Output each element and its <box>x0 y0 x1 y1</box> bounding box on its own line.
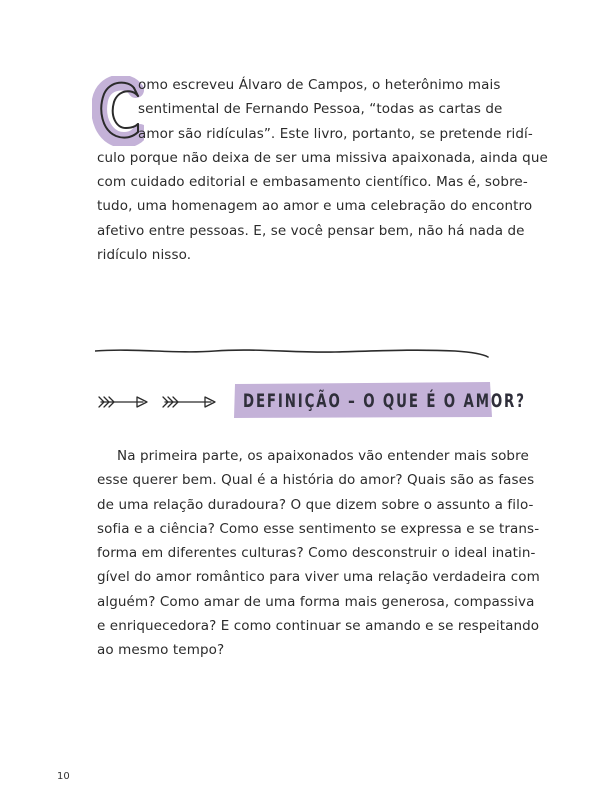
wavy-divider <box>95 345 490 359</box>
body-line: ao mesmo tempo? <box>97 642 225 659</box>
intro-line: tudo, uma homenagem ao amor e uma celebração do encontro <box>97 198 533 215</box>
body-line: alguém? Como amar de uma forma mais generosa, compassiva <box>97 593 535 610</box>
intro-line: ridículo nisso. <box>97 247 192 264</box>
intro-line: com cuidado editorial e embasamento científico. Mas é, sobre- <box>97 174 528 191</box>
section-heading: DEFINIÇÃO – O QUE É O AMOR? <box>243 390 526 412</box>
page-number: 10 <box>57 771 70 782</box>
intro-line: amor são ridículas”. Este livro, portanto, se pretende ridí- <box>138 125 533 142</box>
intro-line: omo escreveu Álvaro de Campos, o heterônimo mais <box>138 77 501 93</box>
body-line: Na primeira parte, os apaixonados vão entender mais sobre <box>117 448 529 464</box>
body-line: de uma relação duradoura? O que dizem sobre o assunto a filo- <box>97 496 534 513</box>
intro-paragraph <box>97 73 548 267</box>
intro-line: sentimental de Fernando Pessoa, “todas as cartas de <box>138 101 503 118</box>
intro-line: culo porque não deixa de ser uma missiva apaixonada, ainda que <box>97 149 548 166</box>
body-line: e enriquecedora? E como continuar se amando e se respeitando <box>97 618 540 635</box>
body-line: gível do amor romântico para viver uma relação verdadeira com <box>97 569 540 586</box>
arrows-icon <box>97 392 227 412</box>
body-paragraph <box>97 444 540 663</box>
body-line: sofia e a ciência? Como esse sentimento se expressa e se trans- <box>97 520 540 537</box>
body-line: esse querer bem. Qual é a história do amor? Quais são as fases <box>97 472 535 489</box>
body-line: forma em diferentes culturas? Como desconstruir o ideal inatin- <box>97 545 536 562</box>
intro-line: afetivo entre pessoas. E, se você pensar bem, não há nada de <box>97 222 525 239</box>
